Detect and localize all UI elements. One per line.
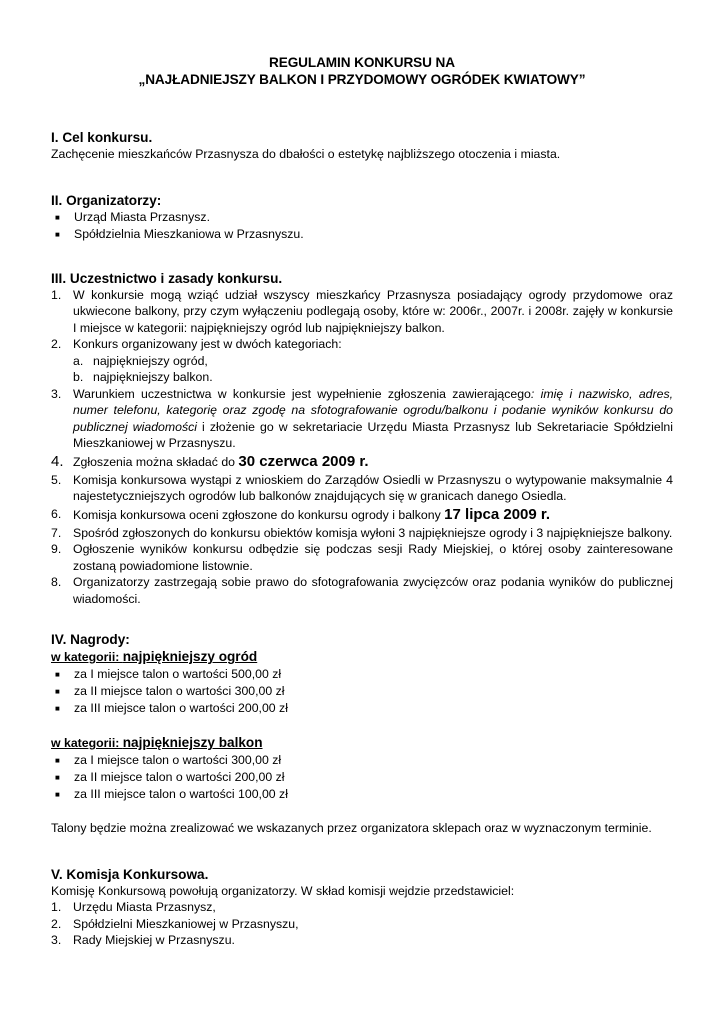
prize-item: ■ za III miejsce talon o wartości 200,00 zł	[55, 701, 288, 715]
section-3-heading: III. Uczestnictwo i zasady konkursu.	[51, 270, 283, 286]
prize-item: ■ za II miejsce talon o wartości 300,00 zł	[55, 684, 285, 698]
section-5-heading: V. Komisja Konkursowa.	[51, 866, 209, 882]
prize-category-garden: w kategorii: najpiękniejszy ogród	[51, 649, 258, 664]
prize-item: ■ za I miejsce talon o wartości 300,00 zł	[55, 753, 282, 767]
committee-item: 2. Spółdzielni Mieszkaniowej w Przasnyszu,	[51, 916, 299, 931]
section-4-heading: IV. Nagrody:	[51, 632, 130, 647]
rule-item: 7. Spośród zgłoszonych do konkursu obiektów komisja wyłoni 3 najpiękniejsze ogrody i 3 najpiękniejsze balkony.	[51, 525, 673, 540]
committee-item: 1. Urzędu Miasta Przasnysz,	[51, 900, 216, 914]
organizer-item: ■ Urząd Miasta Przasnysz.	[55, 209, 210, 224]
prize-note: Talony będzie można zrealizować we wskazanych przez organizatora sklepach oraz w wyznaczonym terminie.	[51, 821, 652, 835]
bullet-icon: ■	[55, 756, 60, 765]
category-option: a. najpiękniejszy ogród,	[73, 353, 208, 368]
title-line-2: „NAJŁADNIEJSZY BALKON I PRZYDOMOWY OGRÓDEK KWIATOWY”	[138, 72, 586, 87]
bullet-icon: ■	[55, 687, 60, 696]
document-page	[51, 54, 673, 949]
bullet-icon: ■	[55, 790, 60, 799]
section-1-text: Zachęcenie mieszkańców Przasnysza do dbałości o estetykę najbliższego otoczenia i miasta.	[51, 147, 561, 161]
rule-item: 2. Konkurs organizowany jest w dwóch kategoriach:	[51, 337, 342, 351]
prize-item: ■ za II miejsce talon o wartości 200,00 zł	[55, 770, 285, 784]
bullet-icon: ■	[55, 773, 60, 782]
rule-item: 1. W konkursie mogą wziąć udział wszyscy mieszkańcy Przasnysza posiadający ogrody przydomowe oraz ukwiecone balkony, przy czym wyłączeniu podlegają osoby, które w: 2006r., 2007r. i 2008r. zajęły w konkursie I miejsce w kategorii: najpiękniejszy ogród lub najpiękniejszy balkon.	[51, 287, 673, 335]
committee-item: 3. Rady Miejskiej w Przasnyszu.	[51, 933, 235, 947]
prize-item: ■ za III miejsce talon o wartości 100,00 zł	[55, 787, 288, 801]
rule-item: 6. Komisja konkursowa oceni zgłoszone do konkursu ogrody i balkony 17 lipca 2009 r.	[51, 505, 551, 523]
bullet-icon: ■	[55, 212, 60, 222]
category-option: b. najpiękniejszy balkon.	[73, 370, 213, 384]
prize-item: ■ za I miejsce talon o wartości 500,00 zł	[55, 667, 282, 681]
rule-item: 8. Organizatorzy zastrzegają sobie prawo do sfotografowania zwycięzców oraz podania wyników do publicznej wiadomości.	[51, 575, 673, 606]
rule-item: 3. Warunkiem uczestnictwa w konkursie jest wypełnienie zgłoszenia zawierającego: imię i nazwisko, adres, numer telefonu, kategorię oraz zgodę na sfotografowanie ogrodu/balkonu i podanie wyników konkursu do publicznej wiadomości i złożenie go w sekretariacie Urzędu Miasta Przasnysz lub Sekretariacie Spółdzielni Mieszkaniowej w Przasnyszu.	[51, 386, 674, 450]
rule-item: 4. Zgłoszenia można składać do 30 czerwca 2009 r.	[51, 452, 369, 470]
section-5-text: Komisję Konkursową powołują organizatorzy. W skład komisji wejdzie przedstawiciel:	[51, 883, 515, 898]
rule-item: 5. Komisja konkursowa wystąpi z wnioskiem do Zarządów Osiedli w Przasnyszu o wytypowanie maksymalnie 4 najestetyczniejszych ogrodów lub balkonów znajdujących się w granicach danego Osiedla.	[51, 472, 673, 503]
title-line-1: REGULAMIN KONKURSU NA	[269, 55, 455, 70]
section-1-heading: I. Cel konkursu.	[51, 130, 153, 145]
rule-item: 9. Ogłoszenie wyników konkursu odbędzie się podczas sesji Rady Miejskiej, o której osoby zainteresowane zostaną powiadomione listownie.	[51, 542, 673, 573]
section-2-heading: II. Organizatorzy:	[51, 192, 162, 208]
organizer-item: ■ Spółdzielnia Mieszkaniowa w Przasnyszu.	[55, 226, 304, 241]
document-title	[51, 54, 673, 88]
bullet-icon: ■	[55, 229, 60, 239]
prize-category-balcony: w kategorii: najpiękniejszy balkon	[51, 735, 263, 750]
bullet-icon: ■	[55, 670, 60, 679]
bullet-icon: ■	[55, 704, 60, 713]
